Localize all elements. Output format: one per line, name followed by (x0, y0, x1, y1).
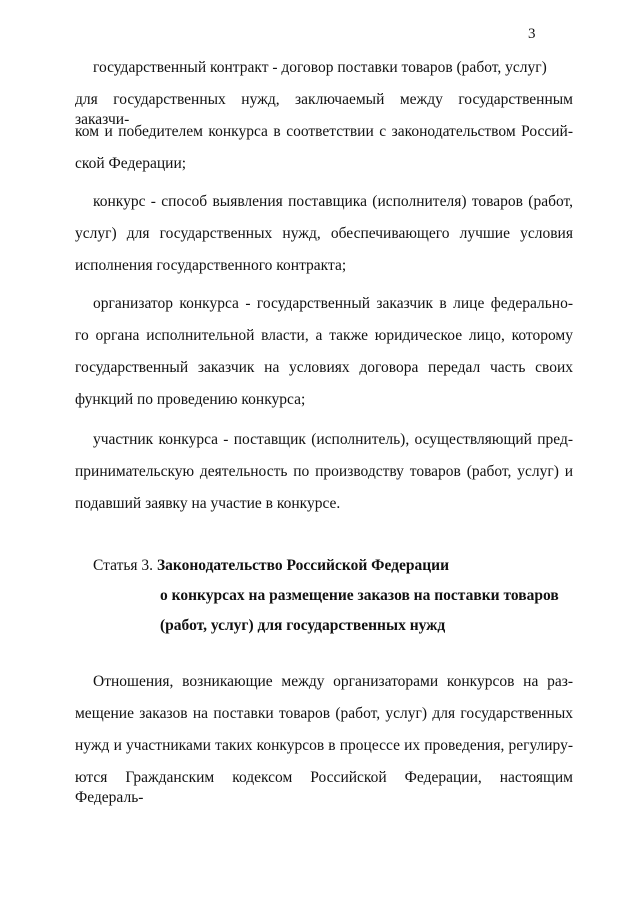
definition-line: ком и победителем конкурса в соответствии с законодательством Россий- (75, 123, 573, 140)
article-body-line: Отношения, возникающие между организаторами конкурсов на раз- (93, 673, 573, 690)
definition-line: конкурс - способ выявления поставщика (исполнителя) товаров (работ, (93, 193, 573, 210)
definition-line: участник конкурса - поставщик (исполнитель), осуществляющий пред- (93, 431, 573, 448)
definition-line: принимательскую деятельность по производству товаров (работ, услуг) и (75, 463, 573, 480)
definition-line: для государственных нужд, заключаемый между государственным заказчи- (75, 91, 573, 128)
definition-line: го органа исполнительной власти, а также юридическое лицо, которому (75, 327, 573, 344)
page-number: 3 (528, 26, 536, 42)
article-body-line: мещение заказов на поставки товаров (работ, услуг) для государственных (75, 705, 573, 722)
article-title-line: о конкурсах на размещение заказов на поставки товаров (160, 587, 559, 604)
definition-line: организатор конкурса - государственный заказчик в лице федерально- (93, 295, 573, 312)
article-title-line: Законодательство Российской Федерации (156, 557, 450, 574)
definition-line: подавший заявку на участие в конкурсе. (75, 495, 341, 512)
article-body-line: нужд и участниками таких конкурсов в процессе их проведения, регулиру- (75, 737, 573, 754)
definition-line: исполнения государственного контракта; (75, 257, 347, 274)
definition-line: государственный контракт - договор поставки товаров (работ, услуг) (93, 59, 547, 76)
definition-line: государственный заказчик на условиях договора передал часть своих (75, 359, 573, 376)
article-heading (93, 556, 449, 576)
definition-line: услуг) для государственных нужд, обеспечивающего лучшие условия (75, 225, 573, 242)
definition-line: ской Федерации; (75, 155, 187, 172)
article-body-line: ются Гражданским кодексом Российской Федерации, настоящим Федераль- (75, 769, 573, 806)
article-title-line: (работ, услуг) для государственных нужд (160, 617, 446, 634)
article-prefix: Статья 3. (93, 557, 154, 574)
definition-line: функций по проведению конкурса; (75, 391, 306, 408)
